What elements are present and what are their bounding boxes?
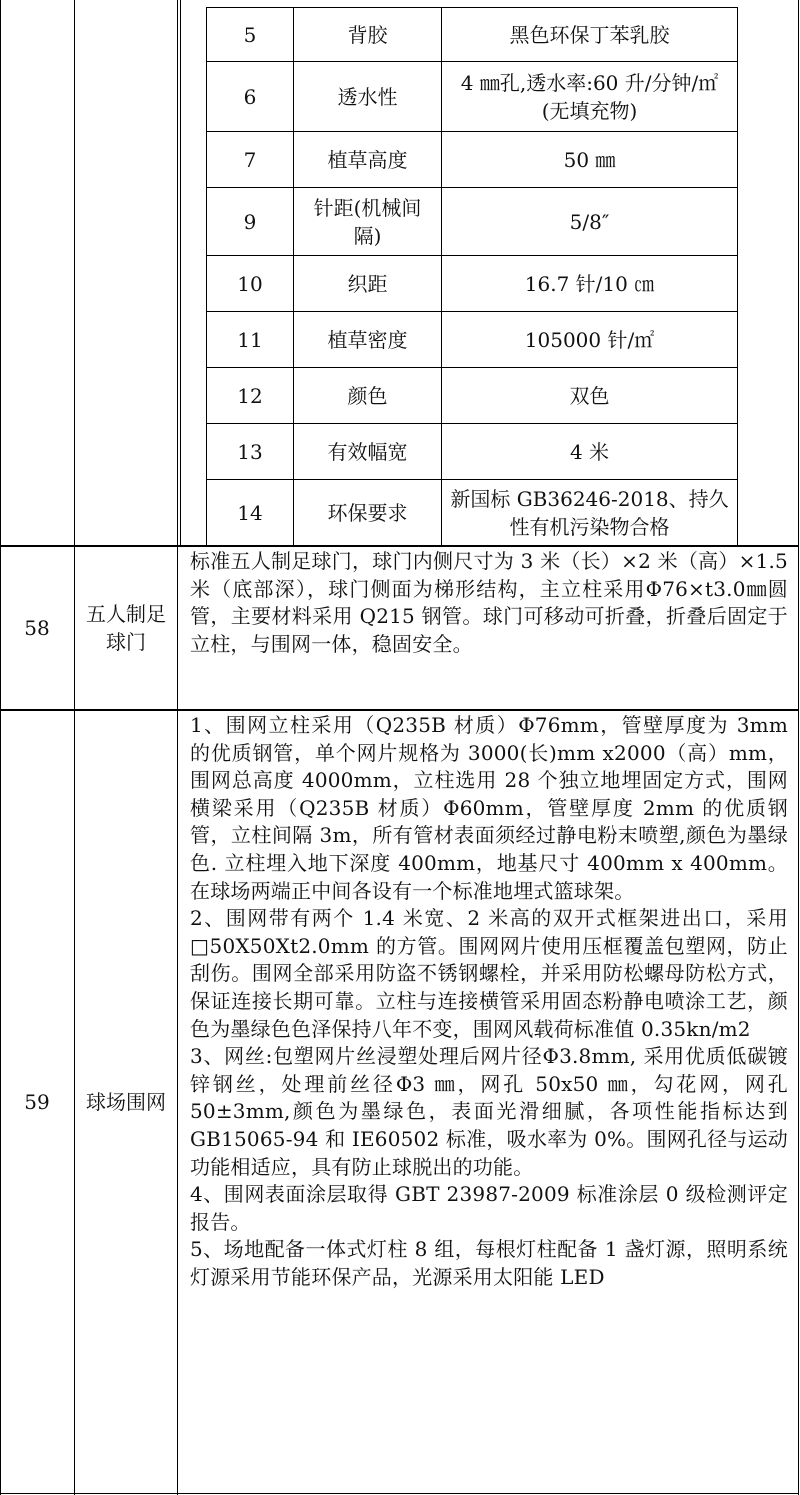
spec-item: 织距 [294, 256, 442, 312]
table-row [207, 256, 738, 312]
spec-value: 4 ㎜孔,透水率:60 升/分钟/㎡(无填充物) [442, 62, 738, 132]
table-row [207, 368, 738, 424]
spec-value: 黑色环保丁苯乳胶 [442, 8, 738, 62]
spec-no: 9 [207, 188, 294, 256]
spec-item: 针距(机械间隔) [294, 188, 442, 256]
table-row [207, 8, 738, 62]
table-row [207, 424, 738, 480]
spec-value: 4 米 [442, 424, 738, 480]
spec-value: 5/8″ [442, 188, 738, 256]
description-paragraph: 3、网丝:包塑网片丝浸塑处理后网片径Φ3.8mm, 采用优质低碳镀锌钢丝，处理前丝径Φ3 ㎜，网孔 50x50 ㎜，勾花网，网孔 50±3mm,颜色为墨绿色，表面光滑细腻，各项性能指标达到 GB15065-94 和 IE60502 标准，吸水率为 0%。围网孔径与运动功能相适应，具有防止球脱出的功能。 [190, 1044, 788, 1179]
spec-no: 12 [207, 368, 294, 424]
spec-item: 有效幅宽 [294, 424, 442, 480]
spec-no: 13 [207, 424, 294, 480]
description-paragraph: 1、围网立柱采用（Q235B 材质）Φ76mm，管壁厚度为 3mm 的优质钢管，单个网片规格为 3000(长)mm x2000（高）mm，围网总高度 4000mm，立柱选用 28 个独立地埋固定方式，围网横梁采用（Q235B 材质）Φ60mm，管壁厚度 2mm 的优质钢管，立柱间隔 3m，所有管材表面须经过静电粉末喷塑,颜色为墨绿色. 立柱埋入地下深度 400mm，地基尺寸 400mm x 400mm。在球场两端正中间各设有一个标准地埋式篮球架。 [190, 713, 788, 903]
spec-value: 16.7 针/10 ㎝ [442, 256, 738, 312]
spec-item: 颜色 [294, 368, 442, 424]
table-border-col2b [180, 0, 181, 545]
table-row [207, 312, 738, 368]
row-58-name: 五人制足球门 [86, 602, 166, 654]
spec-item: 背胶 [294, 8, 442, 62]
spec-table [206, 7, 738, 546]
description-text: 标准五人制足球门，球门内侧尺寸为 3 米（长）×2 米（高）×1.5 米（底部深），球门侧面为梯形结构，主立柱采用Φ76×t3.0㎜圆管，主要材料采用 Q215 钢管。球门可移动可折叠，折叠后固定于立柱，与围网一体，稳固安全。 [190, 549, 788, 656]
table-row [207, 62, 738, 132]
spec-value: 105000 针/㎡ [442, 312, 738, 368]
spec-item: 植草高度 [294, 132, 442, 188]
description-paragraph: 2、围网带有两个 1.4 米宽、2 米高的双开式框架进出口，采用□50X50Xt2.0mm 的方管。围网网片使用压框覆盖包塑网，防止刮伤。围网全部采用防盗不锈钢螺栓，并采用防松螺母防松方式，保证连接长期可靠。立柱与连接横管采用固态粉静电喷涂工艺，颜色为墨绿色色泽保持八年不变，围网风载荷标准值 0.35kn/m2 [190, 906, 788, 1041]
spec-no: 6 [207, 62, 294, 132]
spec-no: 7 [207, 132, 294, 188]
table-border-bottom [0, 1493, 799, 1494]
table-border-col1 [74, 0, 75, 1495]
spec-item: 植草密度 [294, 312, 442, 368]
spec-no: 14 [207, 480, 294, 546]
spec-no: 5 [207, 8, 294, 62]
table-row [207, 132, 738, 188]
row-58-number: 58 [24, 616, 50, 640]
row-59-name: 球场围网 [86, 1090, 166, 1114]
spec-no: 10 [207, 256, 294, 312]
spec-item: 透水性 [294, 62, 442, 132]
description-paragraph: 5、场地配备一体式灯柱 8 组，每根灯柱配备 1 盏灯源，照明系统灯源采用节能环保产品，光源采用太阳能 LED [190, 1237, 788, 1289]
table-border-col2 [177, 0, 178, 1495]
table-border-right [798, 0, 799, 1495]
table-row [207, 188, 738, 256]
description-paragraph: 4、围网表面涂层取得 GBT 23987-2009 标准涂层 0 级检测评定报告。 [190, 1182, 788, 1234]
row-58-description [190, 548, 788, 658]
row-59-number: 59 [24, 1090, 50, 1114]
table-row [207, 480, 738, 546]
row-59-description [190, 712, 788, 1492]
spec-no: 11 [207, 312, 294, 368]
spec-value: 新国标 GB36246-2018、持久性有机污染物合格 [442, 480, 738, 546]
spec-item: 环保要求 [294, 480, 442, 546]
spec-value: 50 ㎜ [442, 132, 738, 188]
spec-value: 双色 [442, 368, 738, 424]
